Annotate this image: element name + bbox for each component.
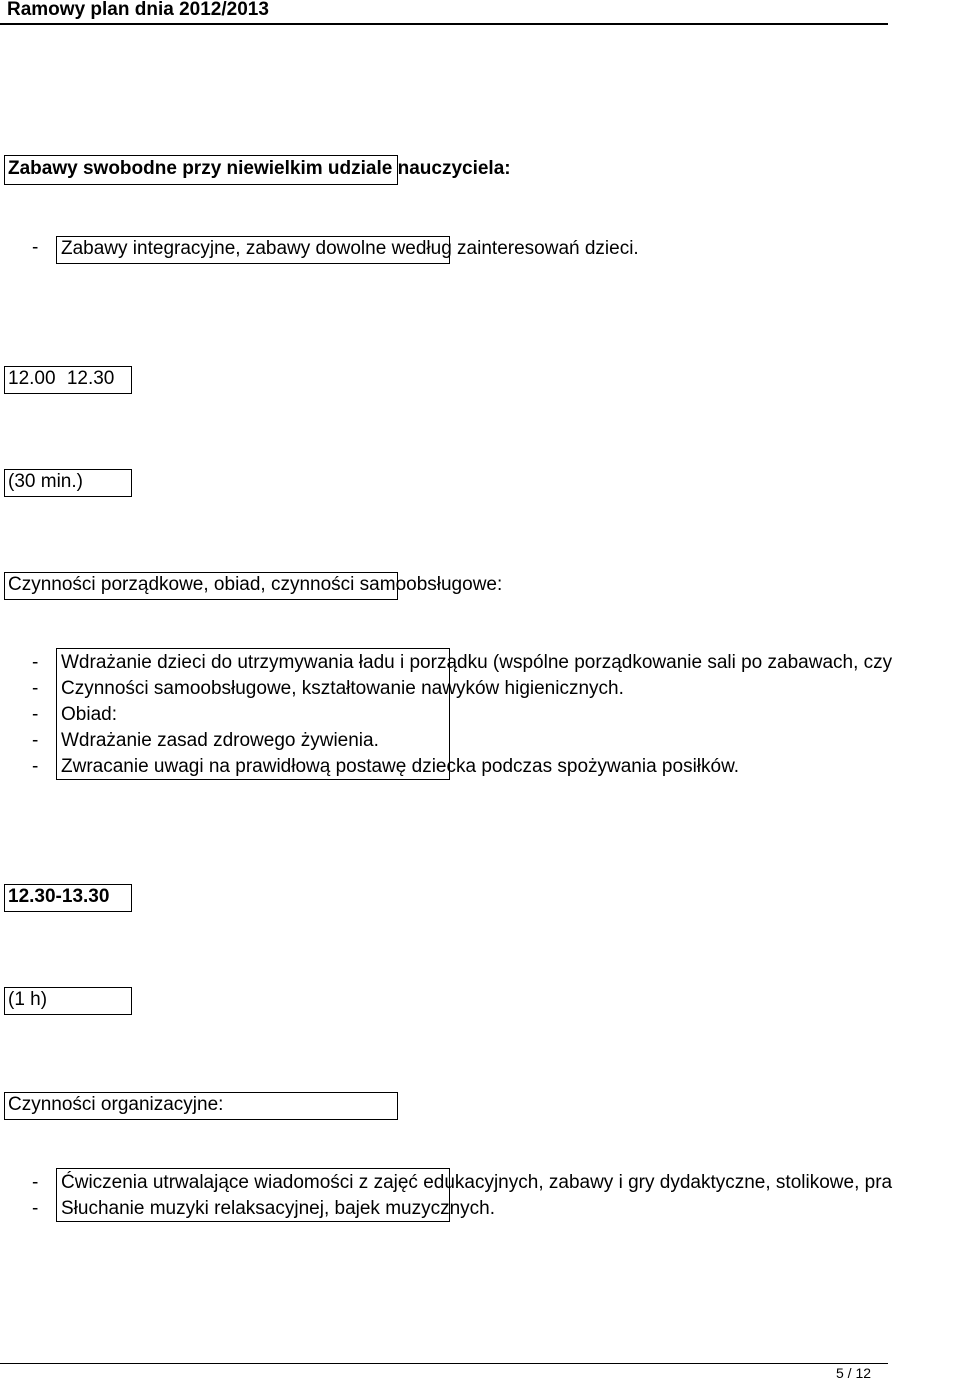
- section-heading: Zabawy swobodne przy niewielkim udziale nauczyciela:: [8, 158, 511, 179]
- list-dash: -: [32, 678, 39, 699]
- list-item: Wdrażanie zasad zdrowego żywienia.: [61, 730, 379, 751]
- list-dash: -: [32, 704, 39, 725]
- section-heading: Czynności porządkowe, obiad, czynności samoobsługowe:: [8, 574, 503, 595]
- time-range: 12.00 12.30: [8, 368, 115, 389]
- list-item: Słuchanie muzyki relaksacyjnej, bajek muzycznych.: [61, 1198, 496, 1219]
- section-heading: Czynności organizacyjne:: [8, 1094, 224, 1115]
- page-number: 5 / 12: [836, 1365, 872, 1381]
- list-item: Ćwiczenia utrwalające wiadomości z zajęć edukacyjnych, zabawy i gry dydaktyczne, stolikowe, pra: [61, 1172, 893, 1193]
- duration: (30 min.): [8, 471, 83, 492]
- list-dash: -: [32, 652, 39, 673]
- list-item: Zabawy integracyjne, zabawy dowolne według zainteresowań dzieci.: [61, 238, 639, 259]
- footer-divider: [0, 1363, 888, 1364]
- list-item: Wdrażanie dzieci do utrzymywania ładu i porządku (wspólne porządkowanie sali po zabawach, czy: [61, 652, 893, 673]
- list-dash: -: [32, 237, 39, 258]
- time-range: 12.30-13.30: [8, 886, 110, 907]
- list-item: Czynności samoobsługowe, kształtowanie nawyków higienicznych.: [61, 678, 624, 699]
- duration: (1 h): [8, 989, 48, 1010]
- list-dash: -: [32, 1172, 39, 1193]
- list-item: Zwracanie uwagi na prawidłową postawę dziecka podczas spożywania posiłków.: [61, 756, 740, 777]
- list-item: Obiad:: [61, 704, 117, 725]
- list-dash: -: [32, 730, 39, 751]
- list-dash: -: [32, 1198, 39, 1219]
- list-dash: -: [32, 756, 39, 777]
- page-title: Ramowy plan dnia 2012/2013: [7, 0, 269, 20]
- header-divider: [0, 23, 888, 25]
